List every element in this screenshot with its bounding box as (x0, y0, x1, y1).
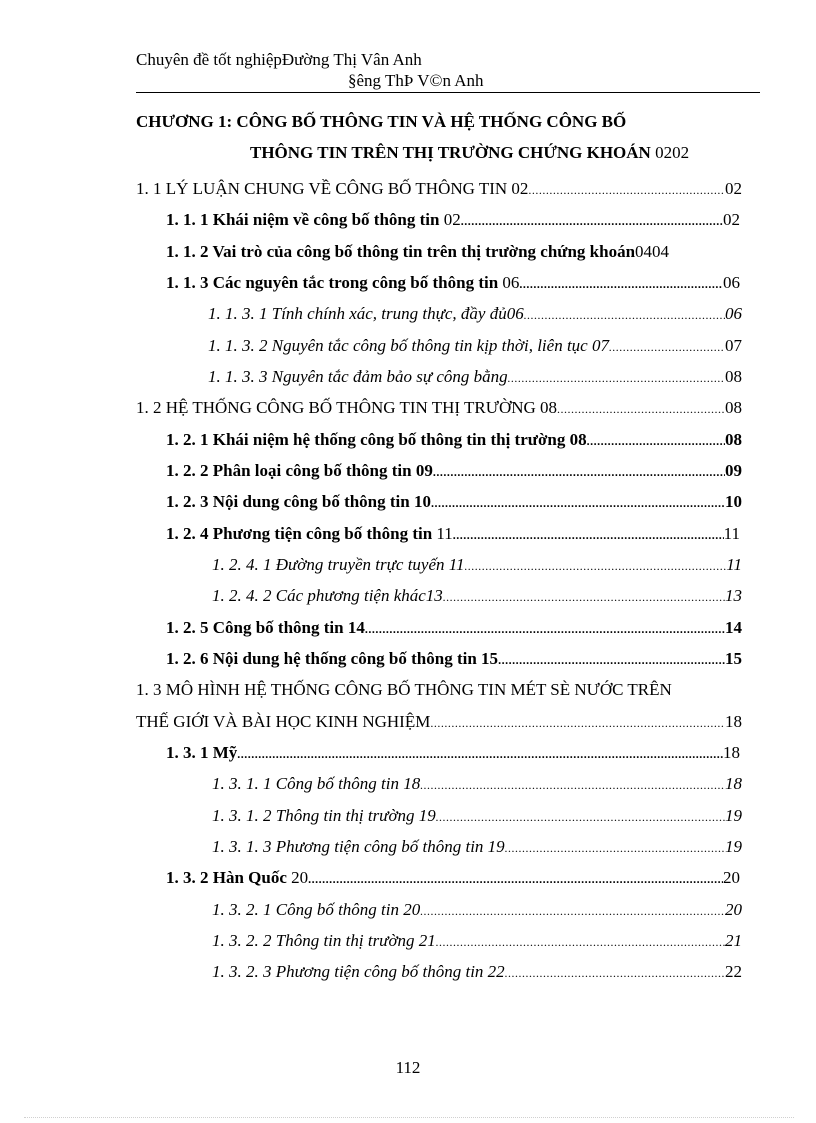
page-bottom-border (24, 1117, 794, 1118)
toc-leader (528, 175, 725, 206)
toc-page: 02 (723, 210, 740, 229)
toc-leader (308, 864, 723, 895)
toc-page: 06 (723, 273, 740, 292)
toc-label: 1. 2. 6 Nội dung hệ thống công bố thông tin 15 (166, 649, 499, 668)
toc-label: 1. 3. 2 Hàn Quốc 20 (166, 868, 309, 887)
toc-page: 07 (725, 336, 742, 355)
toc-label: 1. 2. 4. 2 Các phương tiện khác13 (212, 586, 443, 605)
toc-leader (431, 488, 725, 519)
toc-entry-1-2[interactable] (136, 392, 742, 423)
toc-entry-1-3-1-3[interactable] (212, 831, 742, 862)
toc-label: 1. 3. 1. 1 Công bố thông tin 18 (212, 774, 421, 793)
toc-label: 1. 2. 2 Phân loại công bố thông tin 09 (166, 461, 433, 480)
header-rule (136, 92, 760, 93)
toc-entry-1-3-1[interactable] (166, 737, 740, 768)
toc-label: 1. 1. 2 Vai trò của công bố thông tin trên thị trường chứng khoán (166, 242, 636, 261)
toc-label: 1. 2. 4 Phương tiện công bố thông tin 11 (166, 524, 453, 543)
toc-label: 1. 2. 4. 1 Đường truyền trực tuyến 11 (212, 555, 465, 574)
toc-page: 08 (725, 430, 742, 449)
toc-entry-1-2-4-2[interactable] (212, 580, 742, 611)
toc-leader (420, 770, 725, 801)
toc-label: 1. 1. 3. 1 Tính chính xác, trung thực, đầy đủ06 (208, 304, 524, 323)
toc-entry-1-2-4[interactable] (166, 518, 740, 549)
toc-page: 21 (725, 931, 742, 950)
toc-label: 1. 3. 1. 2 Thông tin thị trường 19 (212, 806, 436, 825)
toc-leader (609, 332, 725, 363)
toc-page: 11 (726, 555, 742, 574)
toc-page: 22 (725, 962, 742, 981)
toc-label: 1. 1 LÝ LUẬN CHUNG VỀ CÔNG BỐ THÔNG TIN 02 (136, 179, 529, 198)
toc-leader (519, 269, 723, 300)
toc-page: 18 (725, 712, 742, 731)
toc-label: 1. 1. 3. 2 Nguyên tắc công bố thông tin kịp thời, liên tục 07 (208, 336, 609, 355)
toc-page: 20 (725, 900, 742, 919)
toc-page: 08 (725, 367, 742, 386)
toc-leader (420, 896, 725, 927)
toc-label: 1. 3. 2. 3 Phương tiện công bố thông tin 22 (212, 962, 505, 981)
toc-entry-1-3-2[interactable] (166, 862, 740, 893)
toc-leader (430, 708, 725, 739)
toc-label: 1. 3. 2. 2 Thông tin thị trường 21 (212, 931, 436, 950)
toc-entry-1-1-1[interactable] (166, 204, 740, 235)
toc-label: 1. 2. 3 Nội dung công bố thông tin 10 (166, 492, 431, 511)
toc-entry-1-3-line1[interactable]: 1. 3 MÔ HÌNH HỆ THỐNG CÔNG BỐ THÔNG TIN MÉT SÈ NƯỚC TRÊN (136, 680, 672, 699)
toc-entry-1-3-2-1[interactable] (212, 894, 742, 925)
toc-leader (237, 739, 723, 770)
toc-page: 06 (725, 304, 742, 323)
toc-label: 1. 2. 5 Công bố thông tin 14 (166, 618, 365, 637)
header-author-line: Chuyên đề tốt nghiệpĐường Thị Vân Anh (136, 50, 422, 69)
toc-leader (505, 833, 725, 864)
toc-page: 11 (723, 524, 740, 543)
toc-label: 1. 2 HỆ THỐNG CÔNG BỐ THÔNG TIN THỊ TRƯỜNG 08 (136, 398, 558, 417)
toc-label: 1. 1. 3. 3 Nguyên tắc đảm bảo sự công bằng (208, 367, 508, 386)
toc-entry-1-3-1-2[interactable] (212, 800, 742, 831)
toc-entry-1-1-3-2[interactable] (208, 330, 742, 361)
toc-leader (505, 958, 725, 989)
toc-page: 08 (725, 398, 742, 417)
toc-entry-1-2-6[interactable] (166, 643, 742, 674)
toc-entry-1-3[interactable] (136, 706, 742, 737)
toc-page: 19 (725, 806, 742, 825)
toc-leader (557, 394, 725, 425)
toc-entry-1-1-2[interactable] (166, 236, 750, 267)
toc-page: 15 (725, 649, 742, 668)
toc-page: 20 (723, 868, 740, 887)
toc-leader (453, 520, 724, 551)
toc-leader (436, 802, 725, 833)
toc-leader (433, 457, 725, 488)
toc-entry-1-1[interactable] (136, 173, 742, 204)
toc-label: 1. 2. 1 Khái niệm hệ thống công bố thông tin thị trường 08 (166, 430, 587, 449)
toc-entry-1-2-5[interactable] (166, 612, 742, 643)
toc-label: 1. 3. 2. 1 Công bố thông tin 20 (212, 900, 421, 919)
toc-label: 1. 3. 1. 3 Phương tiện công bố thông tin 19 (212, 837, 505, 856)
toc-leader (365, 614, 725, 645)
chapter-title-line2 (250, 143, 689, 163)
chapter-title-page: 0202 (655, 143, 690, 162)
toc-page: 13 (725, 586, 742, 605)
toc-entry-1-2-1[interactable] (166, 424, 742, 455)
toc-label: 1. 3. 1 Mỹ (166, 743, 238, 762)
toc-leader (524, 300, 725, 331)
toc-leader (461, 206, 723, 237)
toc-page: 02 (725, 179, 742, 198)
toc-page: 18 (723, 743, 740, 762)
toc-page: 18 (725, 774, 742, 793)
toc-label: 1. 1. 3 Các nguyên tắc trong công bố thông tin 06 (166, 273, 520, 292)
toc-entry-1-1-3-1[interactable] (208, 298, 742, 329)
toc-page: 14 (725, 618, 742, 637)
toc-entry-1-1-3-3[interactable] (208, 361, 742, 392)
toc-leader (587, 426, 725, 457)
toc-leader (443, 582, 725, 613)
toc-label: THẾ GIỚI VÀ BÀI HỌC KINH NGHIỆM (136, 712, 431, 731)
toc-page: 10 (725, 492, 742, 511)
toc-page: 0404 (635, 242, 670, 261)
toc-leader (436, 927, 725, 958)
toc-entry-1-3-2-2[interactable] (212, 925, 742, 956)
toc-label: 1. 1. 1 Khái niệm về công bố thông tin 02 (166, 210, 461, 229)
toc-leader (508, 363, 725, 394)
toc-leader (465, 551, 727, 582)
toc-entry-1-3-2-3[interactable] (212, 956, 742, 987)
chapter-title-line1: CHƯƠNG 1: CÔNG BỐ THÔNG TIN VÀ HỆ THỐNG CÔNG BỐ (136, 112, 627, 131)
page-number: 112 (395, 1058, 421, 1077)
toc-leader (498, 645, 725, 676)
toc-entry-1-3-1-1[interactable] (212, 768, 742, 799)
toc-entry-1-2-3[interactable] (166, 486, 742, 517)
header-author-legacy-encoding: §êng ThÞ V©n Anh (348, 71, 484, 90)
toc-entry-1-2-4-1[interactable] (212, 549, 742, 580)
chapter-title-text: THÔNG TIN TRÊN THỊ TRƯỜNG CHỨNG KHOÁN (250, 143, 651, 162)
toc-entry-1-1-3[interactable] (166, 267, 740, 298)
toc-entry-1-2-2[interactable] (166, 455, 742, 486)
toc-page: 19 (725, 837, 742, 856)
toc-page: 09 (725, 461, 742, 480)
